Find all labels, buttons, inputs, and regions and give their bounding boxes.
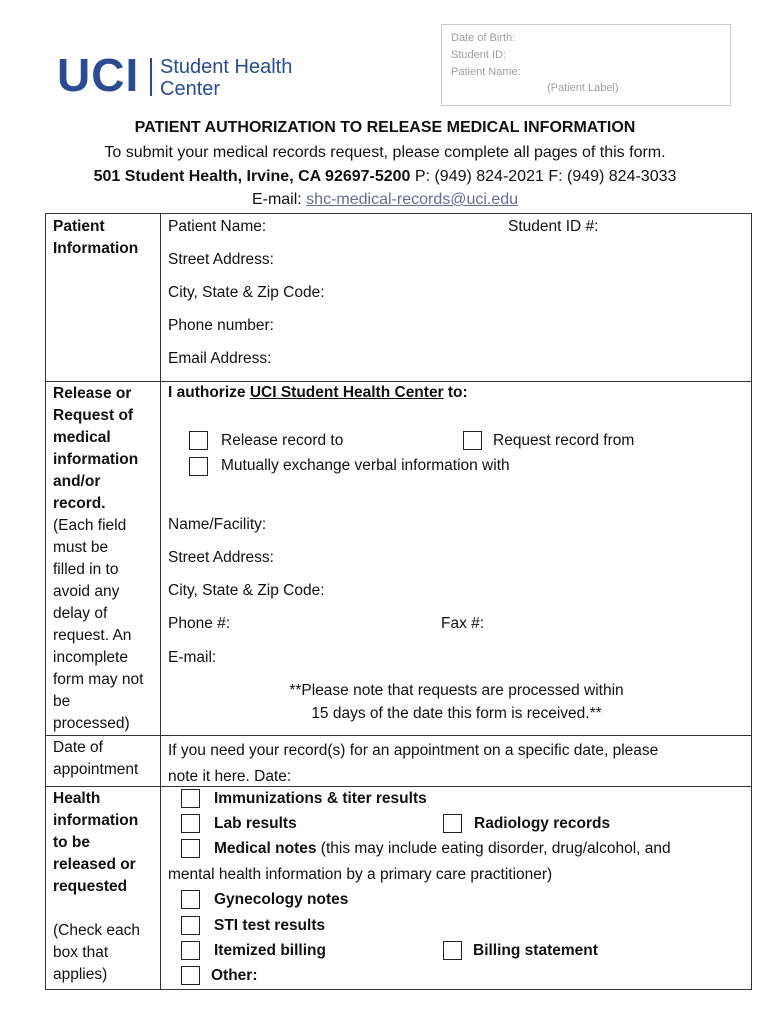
name-facility-field[interactable]: Name/Facility:: [168, 516, 267, 533]
authorize-statement: I authorize UCI Student Health Center to:: [168, 384, 468, 401]
contact-line: [0, 168, 770, 186]
other-label: Other:: [211, 967, 258, 984]
billing-statement-label: Billing statement: [473, 942, 598, 959]
request-record-checkbox[interactable]: [463, 431, 482, 450]
authorize-org: UCI Student Health Center: [249, 384, 444, 401]
row-divider-1: [45, 381, 752, 382]
health-info-heading: Health information to be released or requested: [53, 790, 139, 895]
phone-fax: P: (949) 824-2021 F: (949) 824-3033: [410, 168, 677, 185]
radiology-checkbox[interactable]: [443, 814, 462, 833]
appointment-heading: Date of appointment: [53, 739, 139, 778]
itemized-billing-checkbox[interactable]: [181, 941, 200, 960]
email-link[interactable]: shc-medical-records@uci.edu: [306, 191, 519, 208]
request-record-label: Request record from: [493, 432, 635, 449]
gynecology-checkbox[interactable]: [181, 890, 200, 909]
radiology-label: Radiology records: [474, 815, 611, 832]
lab-results-checkbox[interactable]: [181, 814, 200, 833]
release-heading: Release or Request of medical information and/or record. (Each field must be filled in to avoid any delay of request. An incomplete form may not be processed): [53, 385, 144, 732]
facility-street-field[interactable]: Street Address:: [168, 549, 274, 566]
itemized-billing-label: Itemized billing: [214, 942, 326, 959]
immunizations-checkbox[interactable]: [181, 789, 200, 808]
patient-name-field[interactable]: Patient Name:: [168, 218, 267, 235]
patient-info-heading: Patient Information: [53, 218, 139, 257]
street-address-field[interactable]: Street Address:: [168, 251, 274, 268]
other-checkbox[interactable]: [181, 966, 200, 985]
health-info-note: (Check each box that applies): [53, 922, 141, 983]
uci-logo-mark: UCI: [57, 49, 140, 101]
patient-label-box: [441, 24, 731, 106]
processing-notice: **Please note that requests are processed within 15 days of the date this form is received.**: [289, 682, 624, 722]
label-caption: (Patient Label): [547, 82, 619, 94]
sti-checkbox[interactable]: [181, 916, 200, 935]
label-patient-name: Patient Name:: [451, 66, 521, 78]
appointment-date-field[interactable]: If you need your record(s) for an appointment on a specific date, please note it here. Date:: [168, 742, 659, 785]
exchange-verbal-checkbox[interactable]: [189, 457, 208, 476]
exchange-verbal-label: Mutually exchange verbal information with: [221, 457, 510, 474]
email-line: [0, 191, 770, 209]
release-record-label: Release record to: [221, 432, 344, 449]
facility-fax-field[interactable]: Fax #:: [441, 615, 485, 632]
form-title: PATIENT AUTHORIZATION TO RELEASE MEDICAL INFORMATION: [134, 119, 636, 136]
facility-email-field[interactable]: E-mail:: [168, 649, 217, 666]
column-divider: [160, 213, 161, 990]
medical-notes-label-line2: mental health information by a primary care practitioner): [168, 866, 553, 883]
address: 501 Student Health, Irvine, CA 92697-5200: [93, 168, 411, 185]
release-record-checkbox[interactable]: [189, 431, 208, 450]
email-prefix: E-mail:: [251, 191, 307, 208]
medical-notes-checkbox[interactable]: [181, 839, 200, 858]
immunizations-label: Immunizations & titer results: [214, 790, 427, 807]
label-student-id: Student ID:: [451, 49, 507, 61]
facility-city-field[interactable]: City, State & Zip Code:: [168, 582, 325, 599]
phone-number-field[interactable]: Phone number:: [168, 317, 274, 334]
logo-divider: [150, 58, 152, 96]
lab-results-label: Lab results: [214, 815, 297, 832]
form-instruction: To submit your medical records request, please complete all pages of this form.: [104, 144, 666, 161]
facility-phone-field[interactable]: Phone #:: [168, 615, 231, 632]
row-divider-2: [45, 735, 752, 736]
logo-text-line2: Center: [160, 78, 221, 100]
billing-statement-checkbox[interactable]: [443, 941, 462, 960]
medical-notes-label: Medical notes (this may include eating disorder, drug/alcohol, and: [214, 840, 671, 857]
student-id-field[interactable]: Student ID #:: [508, 218, 599, 235]
city-state-zip-field[interactable]: City, State & Zip Code:: [168, 284, 325, 301]
gynecology-label: Gynecology notes: [214, 891, 349, 908]
label-dob: Date of Birth:: [451, 32, 516, 44]
sti-label: STI test results: [214, 917, 326, 934]
logo-text-line1: Student Health: [160, 56, 293, 78]
email-address-field[interactable]: Email Address:: [168, 350, 272, 367]
